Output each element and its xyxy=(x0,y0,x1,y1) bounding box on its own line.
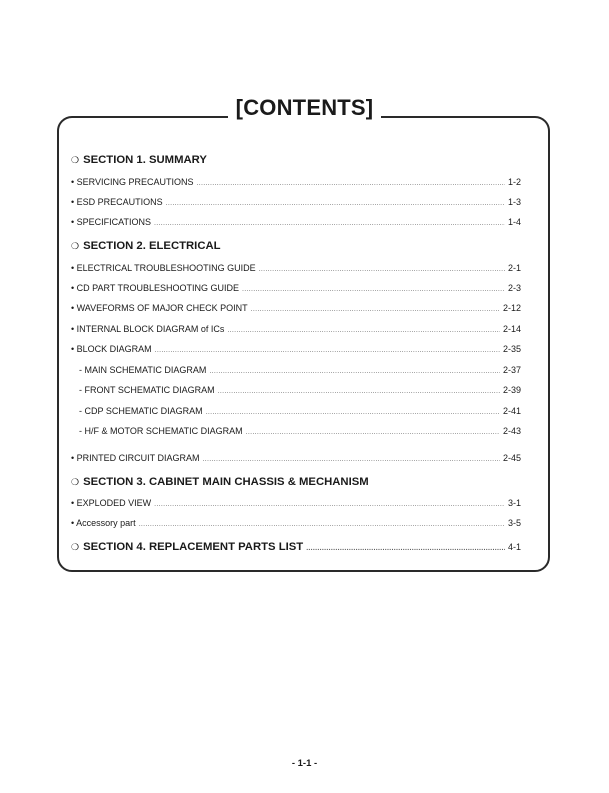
toc-label: • WAVEFORMS OF MAJOR CHECK POINT xyxy=(71,303,248,313)
toc-label: - FRONT SCHEMATIC DIAGRAM xyxy=(79,385,215,395)
circle-bullet-icon: ❍ xyxy=(71,476,80,487)
section-1-heading[interactable] xyxy=(71,154,511,166)
toc-page: 2-35 xyxy=(502,344,521,354)
section-3-heading[interactable] xyxy=(71,476,511,488)
dot-leader xyxy=(154,218,505,230)
toc-entry-waveforms[interactable] xyxy=(71,302,521,316)
toc-entry-internal-block-diagram[interactable] xyxy=(71,323,521,337)
toc-entry-cdp-schematic[interactable] xyxy=(79,405,521,419)
dot-leader xyxy=(242,284,505,296)
toc-label: • ELECTRICAL TROUBLESHOOTING GUIDE xyxy=(71,263,256,273)
dot-leader xyxy=(155,345,500,357)
dot-leader xyxy=(139,519,505,531)
toc-label: • PRINTED CIRCUIT DIAGRAM xyxy=(71,453,200,463)
toc-label: • CD PART TROUBLESHOOTING GUIDE xyxy=(71,283,240,293)
toc-entry-esd-precautions[interactable] xyxy=(71,196,521,210)
page-number: - 1-1 - xyxy=(291,758,318,769)
toc-label: • BLOCK DIAGRAM xyxy=(71,344,152,354)
toc-page: 2-3 xyxy=(507,283,521,293)
dot-leader xyxy=(154,499,505,511)
toc-page: 3-5 xyxy=(507,518,521,528)
dot-leader xyxy=(218,386,500,398)
toc-page: 2-39 xyxy=(502,385,521,395)
toc-label: • SPECIFICATIONS xyxy=(71,217,151,227)
section-2-heading[interactable] xyxy=(71,240,511,252)
dot-leader xyxy=(251,304,500,316)
toc-entry-hf-motor-schematic[interactable] xyxy=(79,425,521,439)
toc-label: • EXPLODED VIEW xyxy=(71,498,152,508)
toc-label: • ESD PRECAUTIONS xyxy=(71,197,163,207)
toc-label: • INTERNAL BLOCK DIAGRAM of ICs xyxy=(71,324,225,334)
toc-page: 2-14 xyxy=(502,324,521,334)
dot-leader xyxy=(166,198,505,210)
section-4-title-group xyxy=(71,541,303,553)
toc-page: 2-43 xyxy=(502,426,521,436)
section-4-title: SECTION 4. REPLACEMENT PARTS LIST xyxy=(83,541,304,553)
toc-label: - MAIN SCHEMATIC DIAGRAM xyxy=(79,365,207,375)
dot-leader xyxy=(259,264,505,276)
section-1-title: SECTION 1. SUMMARY xyxy=(83,154,207,166)
toc-entry-block-diagram[interactable] xyxy=(71,343,521,357)
page-title: [CONTENTS] xyxy=(0,95,609,121)
toc-page: 1-2 xyxy=(507,177,521,187)
dot-leader xyxy=(227,325,500,337)
toc-page: 2-12 xyxy=(502,303,521,313)
dot-leader xyxy=(246,427,500,439)
toc-entry-main-schematic[interactable] xyxy=(79,364,521,378)
toc-entry-cd-troubleshooting[interactable] xyxy=(71,282,521,296)
circle-bullet-icon: ❍ xyxy=(71,240,80,251)
toc-entry-exploded-view[interactable] xyxy=(71,497,521,511)
toc-label: - CDP SCHEMATIC DIAGRAM xyxy=(79,406,203,416)
toc-page: 3-1 xyxy=(507,498,521,508)
toc-page: 2-37 xyxy=(502,365,521,375)
toc-label: • SERVICING PRECAUTIONS xyxy=(71,177,194,187)
toc-page: 4-1 xyxy=(507,542,521,552)
dot-leader xyxy=(209,366,500,378)
toc-page: 2-45 xyxy=(502,453,521,463)
section-2-title: SECTION 2. ELECTRICAL xyxy=(83,240,221,252)
dot-leader xyxy=(197,178,505,190)
toc-page: 2-1 xyxy=(507,263,521,273)
toc-entry-accessory-part[interactable] xyxy=(71,517,521,531)
circle-bullet-icon: ❍ xyxy=(71,154,80,165)
toc-entry-specifications[interactable] xyxy=(71,216,521,230)
dot-leader xyxy=(203,454,500,466)
toc-page: 1-4 xyxy=(507,217,521,227)
dot-leader xyxy=(306,543,505,555)
toc-entry-servicing-precautions[interactable] xyxy=(71,176,521,190)
section-4-heading[interactable] xyxy=(71,541,521,555)
toc-label: - H/F & MOTOR SCHEMATIC DIAGRAM xyxy=(79,426,243,436)
toc-entry-front-schematic[interactable] xyxy=(79,384,521,398)
section-3-title: SECTION 3. CABINET MAIN CHASSIS & MECHANISM xyxy=(83,476,369,488)
toc-page: 1-3 xyxy=(507,197,521,207)
circle-bullet-icon: ❍ xyxy=(71,542,80,552)
toc-page: 2-41 xyxy=(502,406,521,416)
toc-entry-printed-circuit[interactable] xyxy=(71,452,521,466)
dot-leader xyxy=(206,407,500,419)
toc-label: • Accessory part xyxy=(71,518,136,528)
toc-entry-electrical-troubleshooting[interactable] xyxy=(71,262,521,276)
